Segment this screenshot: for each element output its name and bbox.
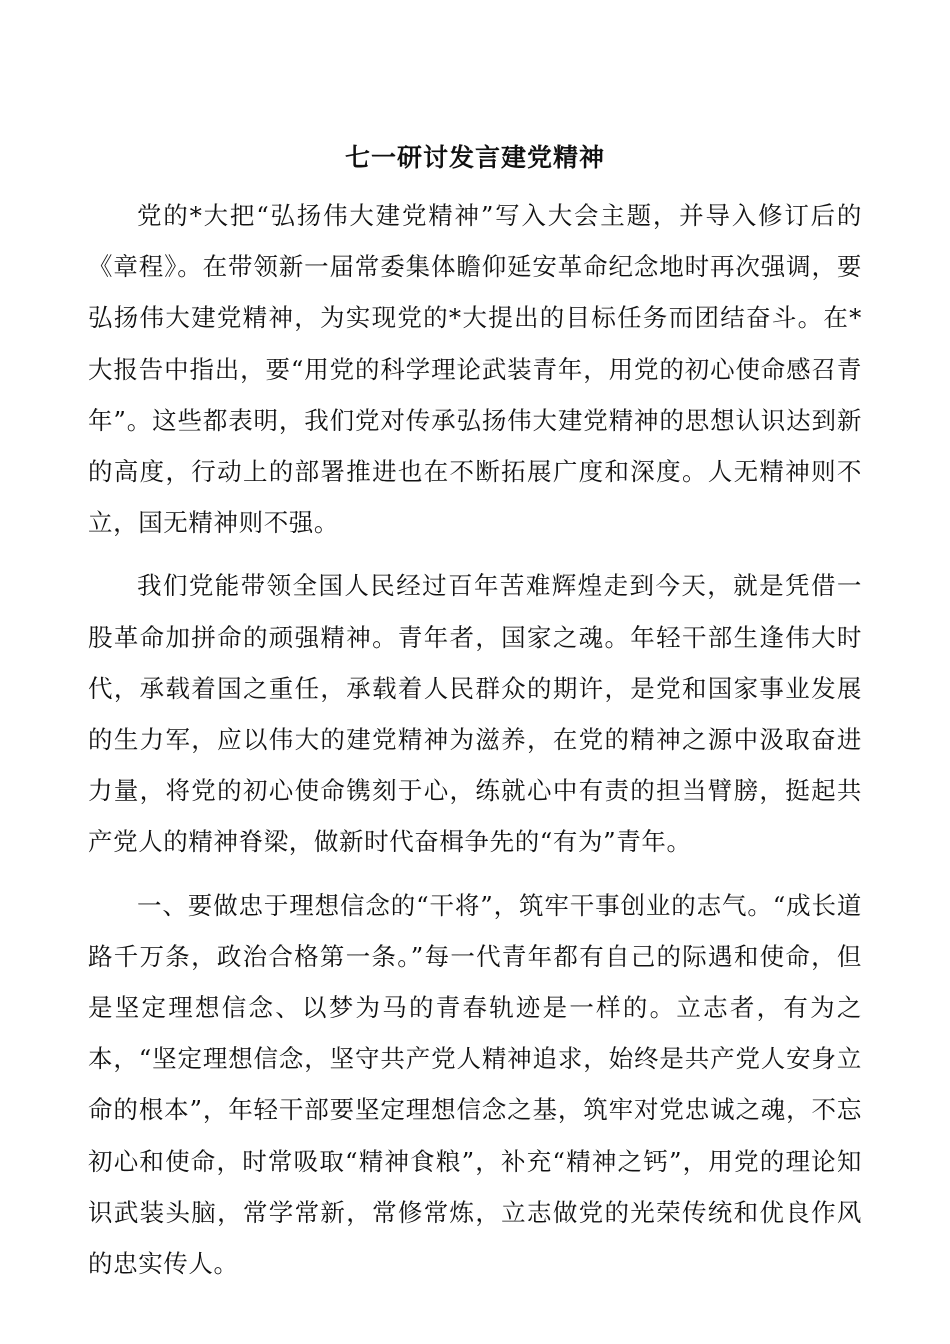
document-body bbox=[88, 190, 862, 1301]
paragraph-3: 一、要做忠于理想信念的“干将”，筑牢干事创业的志气。“成长道路千万条，政治合格第一条。”每一代青年都有自己的际遇和使命，但是坚定理想信念、以梦为马的青春轨迹是一样的。立志者，有为之本，“坚定理想信念，坚守共产党人精神追求，始终是共产党人安身立命的根本”，年轻干部要坚定理想信念之基，筑牢对党忠诚之魂，不忘初心和使命，时常吸取“精神食粮”，补充“精神之钙”，用党的理论知识武装头脑，常学常新，常修常炼，立志做党的光荣传统和优良作风的忠实传人。 bbox=[88, 890, 862, 1279]
paragraph-2: 我们党能带领全国人民经过百年苦难辉煌走到今天，就是凭借一股革命加拼命的顽强精神。青年者，国家之魂。年轻干部生逢伟大时代，承载着国之重任，承载着人民群众的期许，是党和国家事业发展的生力军，应以伟大的建党精神为滋养，在党的精神之源中汲取奋进力量，将党的初心使命镌刻于心，练就心中有责的担当臂膀，挺起共产党人的精神脊梁，做新时代奋楫争先的“有为”青年。 bbox=[88, 571, 862, 857]
document-title: 七一研讨发言建党精神 bbox=[344, 143, 605, 172]
paragraph-1: 党的*大把“弘扬伟大建党精神”写入大会主题，并导入修订后的《章程》。在带领新一届常委集体瞻仰延安革命纪念地时再次强调，要弘扬伟大建党精神，为实现党的*大提出的目标任务而团结奋斗。在*大报告中指出，要“用党的科学理论武装青年，用党的初心使命感召青年”。这些都表明，我们党对传承弘扬伟大建党精神的思想认识达到新的高度，行动上的部署推进也在不断拓展广度和深度。人无精神则不立，国无精神则不强。 bbox=[88, 201, 862, 538]
